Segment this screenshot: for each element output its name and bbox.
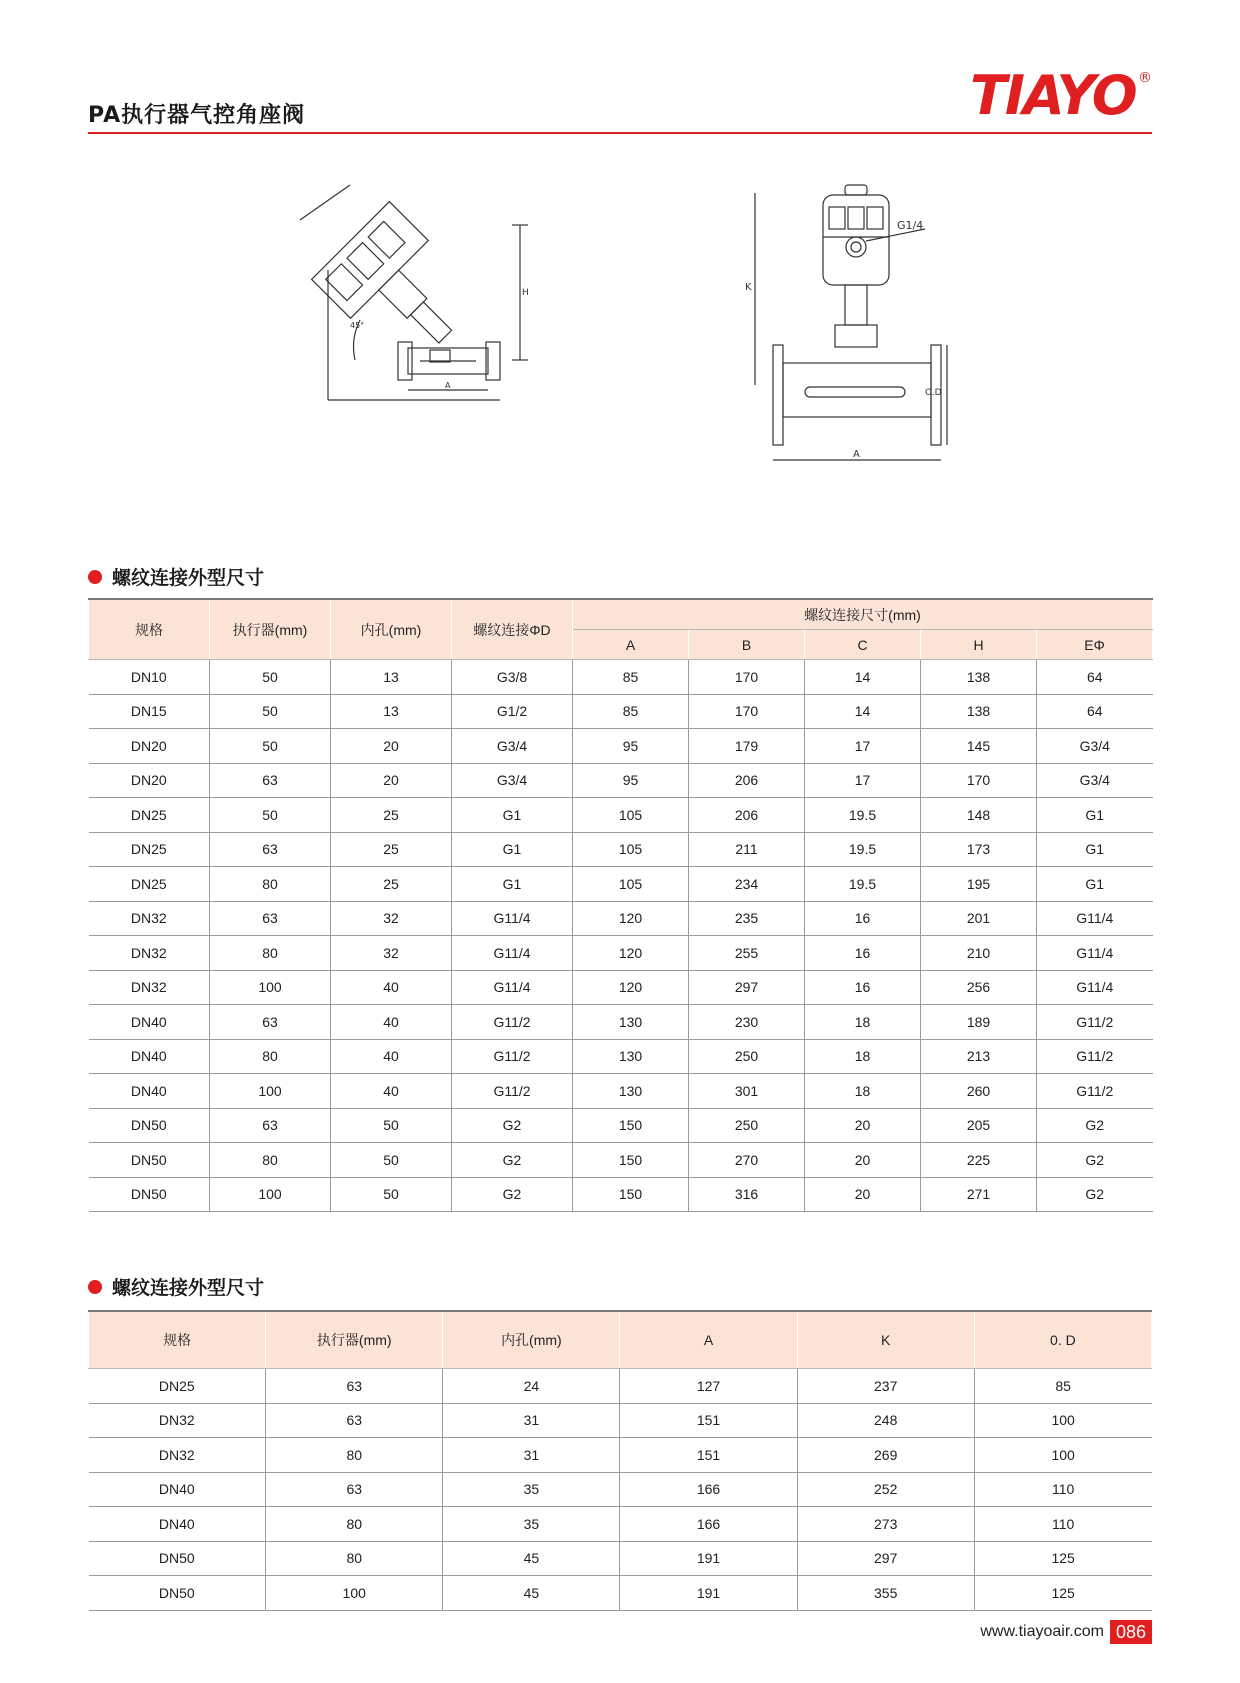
table-cell: 45 bbox=[443, 1541, 620, 1576]
header-group: 螺纹连接尺寸(mm) bbox=[573, 599, 1153, 630]
table-row bbox=[89, 798, 1153, 833]
table-cell: G2 bbox=[452, 1177, 573, 1212]
label-k: K bbox=[745, 282, 752, 293]
table-cell: 150 bbox=[573, 1143, 689, 1178]
table-row bbox=[89, 694, 1153, 729]
table-cell: 50 bbox=[210, 660, 331, 695]
table-cell: 100 bbox=[210, 1177, 331, 1212]
table-cell: 85 bbox=[974, 1369, 1151, 1404]
table-cell: 100 bbox=[210, 970, 331, 1005]
title-rule bbox=[88, 132, 1152, 134]
table-cell: DN25 bbox=[89, 867, 210, 902]
label-h: H bbox=[522, 288, 529, 298]
table-cell: 85 bbox=[573, 694, 689, 729]
table-cell: 50 bbox=[331, 1108, 452, 1143]
table-row bbox=[89, 1472, 1152, 1507]
label-a: A bbox=[853, 449, 860, 460]
table-row bbox=[89, 729, 1153, 764]
table-cell: 297 bbox=[689, 970, 805, 1005]
table-cell: 17 bbox=[805, 729, 921, 764]
section-title-threaded bbox=[88, 563, 264, 590]
table-cell: 130 bbox=[573, 1039, 689, 1074]
bullet-icon bbox=[88, 1280, 102, 1294]
table-cell: 63 bbox=[210, 1005, 331, 1040]
section-title-flanged bbox=[88, 1273, 264, 1300]
table-cell: G2 bbox=[1037, 1108, 1153, 1143]
table-cell: 50 bbox=[210, 798, 331, 833]
table-cell: 151 bbox=[620, 1438, 797, 1473]
table-cell: 150 bbox=[573, 1108, 689, 1143]
label-g14: G1/4 bbox=[897, 219, 924, 232]
table-row bbox=[89, 1143, 1153, 1178]
table-cell: G1 bbox=[452, 832, 573, 867]
table-cell: 213 bbox=[921, 1039, 1037, 1074]
table-cell: 105 bbox=[573, 798, 689, 833]
table-cell: 64 bbox=[1037, 660, 1153, 695]
table-cell: G1 bbox=[452, 867, 573, 902]
registered-mark: ® bbox=[1138, 70, 1152, 86]
table-cell: 256 bbox=[921, 970, 1037, 1005]
table-cell: 248 bbox=[797, 1403, 974, 1438]
table-cell: 20 bbox=[805, 1177, 921, 1212]
table-cell: 271 bbox=[921, 1177, 1037, 1212]
section-title-text: 螺纹连接外型尺寸 bbox=[112, 1277, 265, 1299]
table-cell: 151 bbox=[620, 1403, 797, 1438]
table-cell: 170 bbox=[921, 763, 1037, 798]
table-cell: G2 bbox=[1037, 1143, 1153, 1178]
table-cell: DN50 bbox=[89, 1143, 210, 1178]
table-cell: G11/4 bbox=[452, 970, 573, 1005]
table-cell: 110 bbox=[974, 1507, 1151, 1542]
table-cell: 273 bbox=[797, 1507, 974, 1542]
table-cell: G11/2 bbox=[1037, 1005, 1153, 1040]
table-cell: 25 bbox=[331, 798, 452, 833]
table-cell: G11/4 bbox=[1037, 901, 1153, 936]
table-cell: 35 bbox=[443, 1472, 620, 1507]
table-cell: 20 bbox=[805, 1143, 921, 1178]
table-cell: 63 bbox=[266, 1403, 443, 1438]
table-cell: DN32 bbox=[89, 901, 210, 936]
header-spec: 规格 bbox=[89, 1311, 266, 1369]
table-cell: 206 bbox=[689, 763, 805, 798]
footer bbox=[980, 1620, 1152, 1644]
table-row bbox=[89, 867, 1153, 902]
table-cell: 170 bbox=[689, 660, 805, 695]
table-cell: 250 bbox=[689, 1039, 805, 1074]
header-e: EΦ bbox=[1037, 630, 1153, 660]
table-cell: 237 bbox=[797, 1369, 974, 1404]
table-cell: 255 bbox=[689, 936, 805, 971]
table-cell: 252 bbox=[797, 1472, 974, 1507]
table-cell: 316 bbox=[689, 1177, 805, 1212]
table-cell: 269 bbox=[797, 1438, 974, 1473]
table-cell: DN32 bbox=[89, 1403, 266, 1438]
table-cell: 195 bbox=[921, 867, 1037, 902]
table-cell: G11/4 bbox=[452, 901, 573, 936]
table-row bbox=[89, 763, 1153, 798]
table-cell: 63 bbox=[266, 1472, 443, 1507]
table-cell: G3/4 bbox=[1037, 729, 1153, 764]
table-row bbox=[89, 1177, 1153, 1212]
table-cell: 250 bbox=[689, 1108, 805, 1143]
table-row bbox=[89, 1108, 1153, 1143]
table-row bbox=[89, 832, 1153, 867]
table-cell: 130 bbox=[573, 1005, 689, 1040]
table-cell: 235 bbox=[689, 901, 805, 936]
label-angle: 45° bbox=[350, 321, 365, 330]
table-cell: 20 bbox=[805, 1108, 921, 1143]
table-cell: G1/2 bbox=[452, 694, 573, 729]
table-cell: 100 bbox=[266, 1576, 443, 1611]
table-cell: 297 bbox=[797, 1541, 974, 1576]
threaded-dimension-table bbox=[88, 598, 1153, 1212]
table-cell: 95 bbox=[573, 729, 689, 764]
table-cell: DN40 bbox=[89, 1472, 266, 1507]
table-row bbox=[89, 660, 1153, 695]
table-cell: G1 bbox=[1037, 798, 1153, 833]
table-cell: DN50 bbox=[89, 1541, 266, 1576]
table-row bbox=[89, 1576, 1152, 1611]
table-cell: 80 bbox=[266, 1507, 443, 1542]
header-actuator: 执行器(mm) bbox=[210, 599, 331, 660]
table-cell: DN20 bbox=[89, 763, 210, 798]
table-cell: 191 bbox=[620, 1576, 797, 1611]
table-cell: 206 bbox=[689, 798, 805, 833]
table-cell: G11/4 bbox=[1037, 936, 1153, 971]
header-bore: 内孔(mm) bbox=[443, 1311, 620, 1369]
table-cell: G3/4 bbox=[452, 763, 573, 798]
table-cell: G3/4 bbox=[1037, 763, 1153, 798]
table-cell: G1 bbox=[452, 798, 573, 833]
table-cell: 120 bbox=[573, 936, 689, 971]
table-cell: 127 bbox=[620, 1369, 797, 1404]
table-cell: 80 bbox=[210, 936, 331, 971]
table-cell: DN50 bbox=[89, 1576, 266, 1611]
table-cell: G3/4 bbox=[452, 729, 573, 764]
table-cell: 138 bbox=[921, 660, 1037, 695]
table-cell: 100 bbox=[210, 1074, 331, 1109]
table-cell: 64 bbox=[1037, 694, 1153, 729]
table-cell: DN40 bbox=[89, 1039, 210, 1074]
table-cell: 355 bbox=[797, 1576, 974, 1611]
header-k: K bbox=[797, 1311, 974, 1369]
table-row bbox=[89, 1507, 1152, 1542]
angle-valve-threaded-drawing bbox=[290, 180, 570, 440]
table-cell: 80 bbox=[210, 867, 331, 902]
table-cell: 40 bbox=[331, 1074, 452, 1109]
table-cell: 50 bbox=[331, 1177, 452, 1212]
table-cell: 31 bbox=[443, 1403, 620, 1438]
section-title-text: 螺纹连接外型尺寸 bbox=[112, 567, 265, 589]
table-cell: 125 bbox=[974, 1541, 1151, 1576]
table-cell: 16 bbox=[805, 970, 921, 1005]
table-cell: 13 bbox=[331, 694, 452, 729]
table-row bbox=[89, 1039, 1153, 1074]
table-cell: 138 bbox=[921, 694, 1037, 729]
table-cell: 170 bbox=[689, 694, 805, 729]
flanged-dimension-table bbox=[88, 1310, 1152, 1611]
label-a: A bbox=[445, 381, 451, 390]
header-b: B bbox=[689, 630, 805, 660]
table-cell: 150 bbox=[573, 1177, 689, 1212]
table-cell: 25 bbox=[331, 832, 452, 867]
table-cell: 100 bbox=[974, 1403, 1151, 1438]
table-cell: 211 bbox=[689, 832, 805, 867]
table-cell: 166 bbox=[620, 1507, 797, 1542]
table-cell: 85 bbox=[573, 660, 689, 695]
table-cell: 234 bbox=[689, 867, 805, 902]
table-cell: DN50 bbox=[89, 1108, 210, 1143]
table-cell: 25 bbox=[331, 867, 452, 902]
table-cell: G11/4 bbox=[452, 936, 573, 971]
table-cell: 173 bbox=[921, 832, 1037, 867]
table-cell: 270 bbox=[689, 1143, 805, 1178]
table-row bbox=[89, 1005, 1153, 1040]
table-cell: DN40 bbox=[89, 1507, 266, 1542]
table-cell: 63 bbox=[210, 763, 331, 798]
table-cell: 17 bbox=[805, 763, 921, 798]
table-cell: G11/2 bbox=[452, 1005, 573, 1040]
table-cell: 130 bbox=[573, 1074, 689, 1109]
table-cell: 45 bbox=[443, 1576, 620, 1611]
table-cell: 63 bbox=[210, 1108, 331, 1143]
table-cell: 50 bbox=[210, 729, 331, 764]
table-cell: 32 bbox=[331, 901, 452, 936]
table-cell: G2 bbox=[452, 1108, 573, 1143]
table-cell: G11/2 bbox=[1037, 1074, 1153, 1109]
table-cell: 205 bbox=[921, 1108, 1037, 1143]
table-cell: 125 bbox=[974, 1576, 1151, 1611]
table-cell: G11/2 bbox=[452, 1039, 573, 1074]
table-cell: 14 bbox=[805, 660, 921, 695]
header-actuator: 执行器(mm) bbox=[266, 1311, 443, 1369]
table-cell: 179 bbox=[689, 729, 805, 764]
table-cell: DN40 bbox=[89, 1074, 210, 1109]
table-cell: 145 bbox=[921, 729, 1037, 764]
table-cell: G2 bbox=[1037, 1177, 1153, 1212]
table-cell: DN10 bbox=[89, 660, 210, 695]
label-od: O.D bbox=[925, 388, 942, 398]
table-cell: G11/2 bbox=[452, 1074, 573, 1109]
table-cell: 110 bbox=[974, 1472, 1151, 1507]
bullet-icon bbox=[88, 570, 102, 584]
table-cell: DN20 bbox=[89, 729, 210, 764]
table-cell: 20 bbox=[331, 763, 452, 798]
table-cell: 166 bbox=[620, 1472, 797, 1507]
table-row bbox=[89, 1074, 1153, 1109]
table-cell: 301 bbox=[689, 1074, 805, 1109]
table-cell: 100 bbox=[974, 1438, 1151, 1473]
table-cell: 225 bbox=[921, 1143, 1037, 1178]
table-cell: 230 bbox=[689, 1005, 805, 1040]
table-cell: 80 bbox=[210, 1039, 331, 1074]
table-cell: 16 bbox=[805, 901, 921, 936]
table-cell: G11/2 bbox=[1037, 1039, 1153, 1074]
table-row bbox=[89, 1541, 1152, 1576]
header-spec: 规格 bbox=[89, 599, 210, 660]
table-cell: 50 bbox=[210, 694, 331, 729]
table-cell: 40 bbox=[331, 970, 452, 1005]
table-cell: 14 bbox=[805, 694, 921, 729]
table-cell: 18 bbox=[805, 1039, 921, 1074]
table-row bbox=[89, 970, 1153, 1005]
header-a: A bbox=[573, 630, 689, 660]
table-cell: 80 bbox=[266, 1541, 443, 1576]
table-cell: DN25 bbox=[89, 798, 210, 833]
table-cell: DN40 bbox=[89, 1005, 210, 1040]
table-cell: 105 bbox=[573, 832, 689, 867]
header-bore: 内孔(mm) bbox=[331, 599, 452, 660]
table-cell: G11/4 bbox=[1037, 970, 1153, 1005]
table-cell: 63 bbox=[210, 832, 331, 867]
table-cell: 35 bbox=[443, 1507, 620, 1542]
table-cell: 191 bbox=[620, 1541, 797, 1576]
table-cell: 63 bbox=[266, 1369, 443, 1404]
table-cell: DN15 bbox=[89, 694, 210, 729]
table-cell: G1 bbox=[1037, 832, 1153, 867]
table-row bbox=[89, 1403, 1152, 1438]
table-cell: DN32 bbox=[89, 1438, 266, 1473]
table-cell: 50 bbox=[331, 1143, 452, 1178]
table-cell: 201 bbox=[921, 901, 1037, 936]
table-cell: 189 bbox=[921, 1005, 1037, 1040]
table-cell: DN32 bbox=[89, 970, 210, 1005]
logo-text: TIAYO bbox=[970, 64, 1136, 127]
table-cell: 40 bbox=[331, 1005, 452, 1040]
table-cell: G1 bbox=[1037, 867, 1153, 902]
table-cell: 105 bbox=[573, 867, 689, 902]
table-row bbox=[89, 901, 1153, 936]
table-cell: 210 bbox=[921, 936, 1037, 971]
table-cell: 19.5 bbox=[805, 867, 921, 902]
header-h: H bbox=[921, 630, 1037, 660]
table-cell: 260 bbox=[921, 1074, 1037, 1109]
table-cell: 18 bbox=[805, 1005, 921, 1040]
table-cell: 80 bbox=[210, 1143, 331, 1178]
table-cell: 31 bbox=[443, 1438, 620, 1473]
table-cell: 20 bbox=[331, 729, 452, 764]
page-title: PA执行器气控角座阀 bbox=[88, 103, 306, 128]
angle-valve-flanged-drawing bbox=[745, 185, 955, 465]
table-cell: DN25 bbox=[89, 832, 210, 867]
table-row bbox=[89, 936, 1153, 971]
table-cell: 24 bbox=[443, 1369, 620, 1404]
website-url: www.tiayoair.com bbox=[980, 1623, 1104, 1640]
table-cell: DN32 bbox=[89, 936, 210, 971]
brand-logo bbox=[970, 64, 1152, 127]
table-cell: 19.5 bbox=[805, 798, 921, 833]
table-cell: 120 bbox=[573, 970, 689, 1005]
header-od: 0. D bbox=[974, 1311, 1151, 1369]
table-cell: 16 bbox=[805, 936, 921, 971]
table-cell: 18 bbox=[805, 1074, 921, 1109]
table-row bbox=[89, 1438, 1152, 1473]
header-thread: 螺纹连接ΦD bbox=[452, 599, 573, 660]
table-cell: 95 bbox=[573, 763, 689, 798]
header-a: A bbox=[620, 1311, 797, 1369]
table-cell: 13 bbox=[331, 660, 452, 695]
table-cell: 40 bbox=[331, 1039, 452, 1074]
table-cell: 63 bbox=[210, 901, 331, 936]
table-row bbox=[89, 1369, 1152, 1404]
table-cell: 120 bbox=[573, 901, 689, 936]
table-cell: G3/8 bbox=[452, 660, 573, 695]
table-cell: 80 bbox=[266, 1438, 443, 1473]
page-number: 086 bbox=[1110, 1620, 1152, 1644]
table-cell: 32 bbox=[331, 936, 452, 971]
table-cell: DN50 bbox=[89, 1177, 210, 1212]
table-cell: 148 bbox=[921, 798, 1037, 833]
header-c: C bbox=[805, 630, 921, 660]
table-cell: 19.5 bbox=[805, 832, 921, 867]
table-cell: DN25 bbox=[89, 1369, 266, 1404]
table-cell: G2 bbox=[452, 1143, 573, 1178]
